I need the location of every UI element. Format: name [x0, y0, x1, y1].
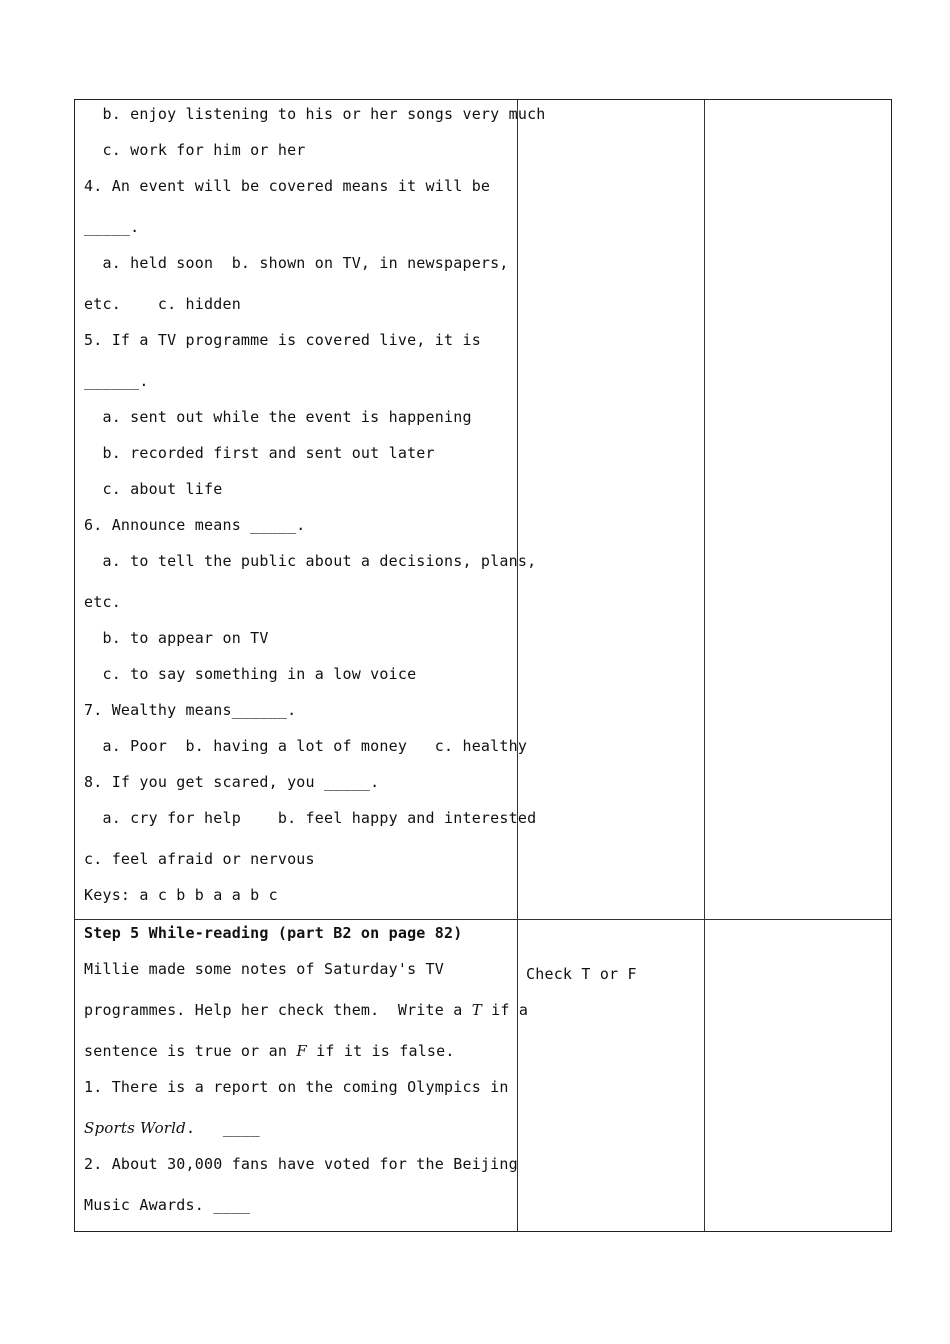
text-line: a. held soon b. shown on TV, in newspapers, [84, 254, 509, 272]
answer-keys: Keys: a c b b a a b c [84, 886, 278, 904]
text-line: Music Awards. ____ [84, 1196, 251, 1214]
text-line: 8. If you get scared, you _____. [84, 773, 380, 791]
text-line: 7. Wealthy means______. [84, 701, 297, 719]
text-line: ______. [84, 372, 149, 390]
text-line: c. feel afraid or nervous [84, 850, 315, 868]
row-divider [75, 919, 891, 920]
text-line [84, 1119, 260, 1137]
true-marker: T [471, 1001, 482, 1019]
text-line: etc. [84, 593, 121, 611]
text-line: _____. [84, 218, 140, 236]
text-line: c. work for him or her [84, 141, 306, 159]
text-line: 1. There is a report on the coming Olympics in [84, 1078, 509, 1096]
lesson-table [74, 99, 892, 1232]
text-line [84, 1001, 528, 1019]
text-line: b. to appear on TV [84, 629, 269, 647]
text-line [84, 1042, 455, 1060]
text-line: 6. Announce means _____. [84, 516, 306, 534]
text-line: Millie made some notes of Saturday's TV [84, 960, 444, 978]
text-fragment: sentence is true or an [84, 1042, 297, 1060]
programme-title: Sports World [84, 1119, 186, 1137]
step-heading: Step 5 While-reading (part B2 on page 82) [84, 924, 463, 942]
text-fragment: if it is false. [306, 1042, 455, 1060]
text-line: a. Poor b. having a lot of money c. healthy [84, 737, 528, 755]
text-fragment: programmes. Help her check them. Write a [84, 1001, 472, 1019]
false-marker: F [296, 1042, 307, 1060]
text-line: 4. An event will be covered means it will be [84, 177, 491, 195]
check-note: Check T or F [526, 965, 637, 983]
text-fragment: if a [481, 1001, 529, 1019]
text-line: etc. c. hidden [84, 295, 241, 313]
text-line: a. to tell the public about a decisions, plans, [84, 552, 537, 570]
answer-blank: . ____ [185, 1119, 260, 1137]
text-line: 2. About 30,000 fans have voted for the Beijing [84, 1155, 518, 1173]
text-line: a. sent out while the event is happening [84, 408, 472, 426]
column-divider-1 [517, 100, 518, 1231]
text-line: b. recorded first and sent out later [84, 444, 435, 462]
text-line: 5. If a TV programme is covered live, it is [84, 331, 481, 349]
text-line: c. about life [84, 480, 223, 498]
column-divider-2 [704, 100, 705, 1231]
text-line: a. cry for help b. feel happy and interested [84, 809, 537, 827]
text-line: c. to say something in a low voice [84, 665, 417, 683]
text-line: b. enjoy listening to his or her songs very much [84, 105, 546, 123]
